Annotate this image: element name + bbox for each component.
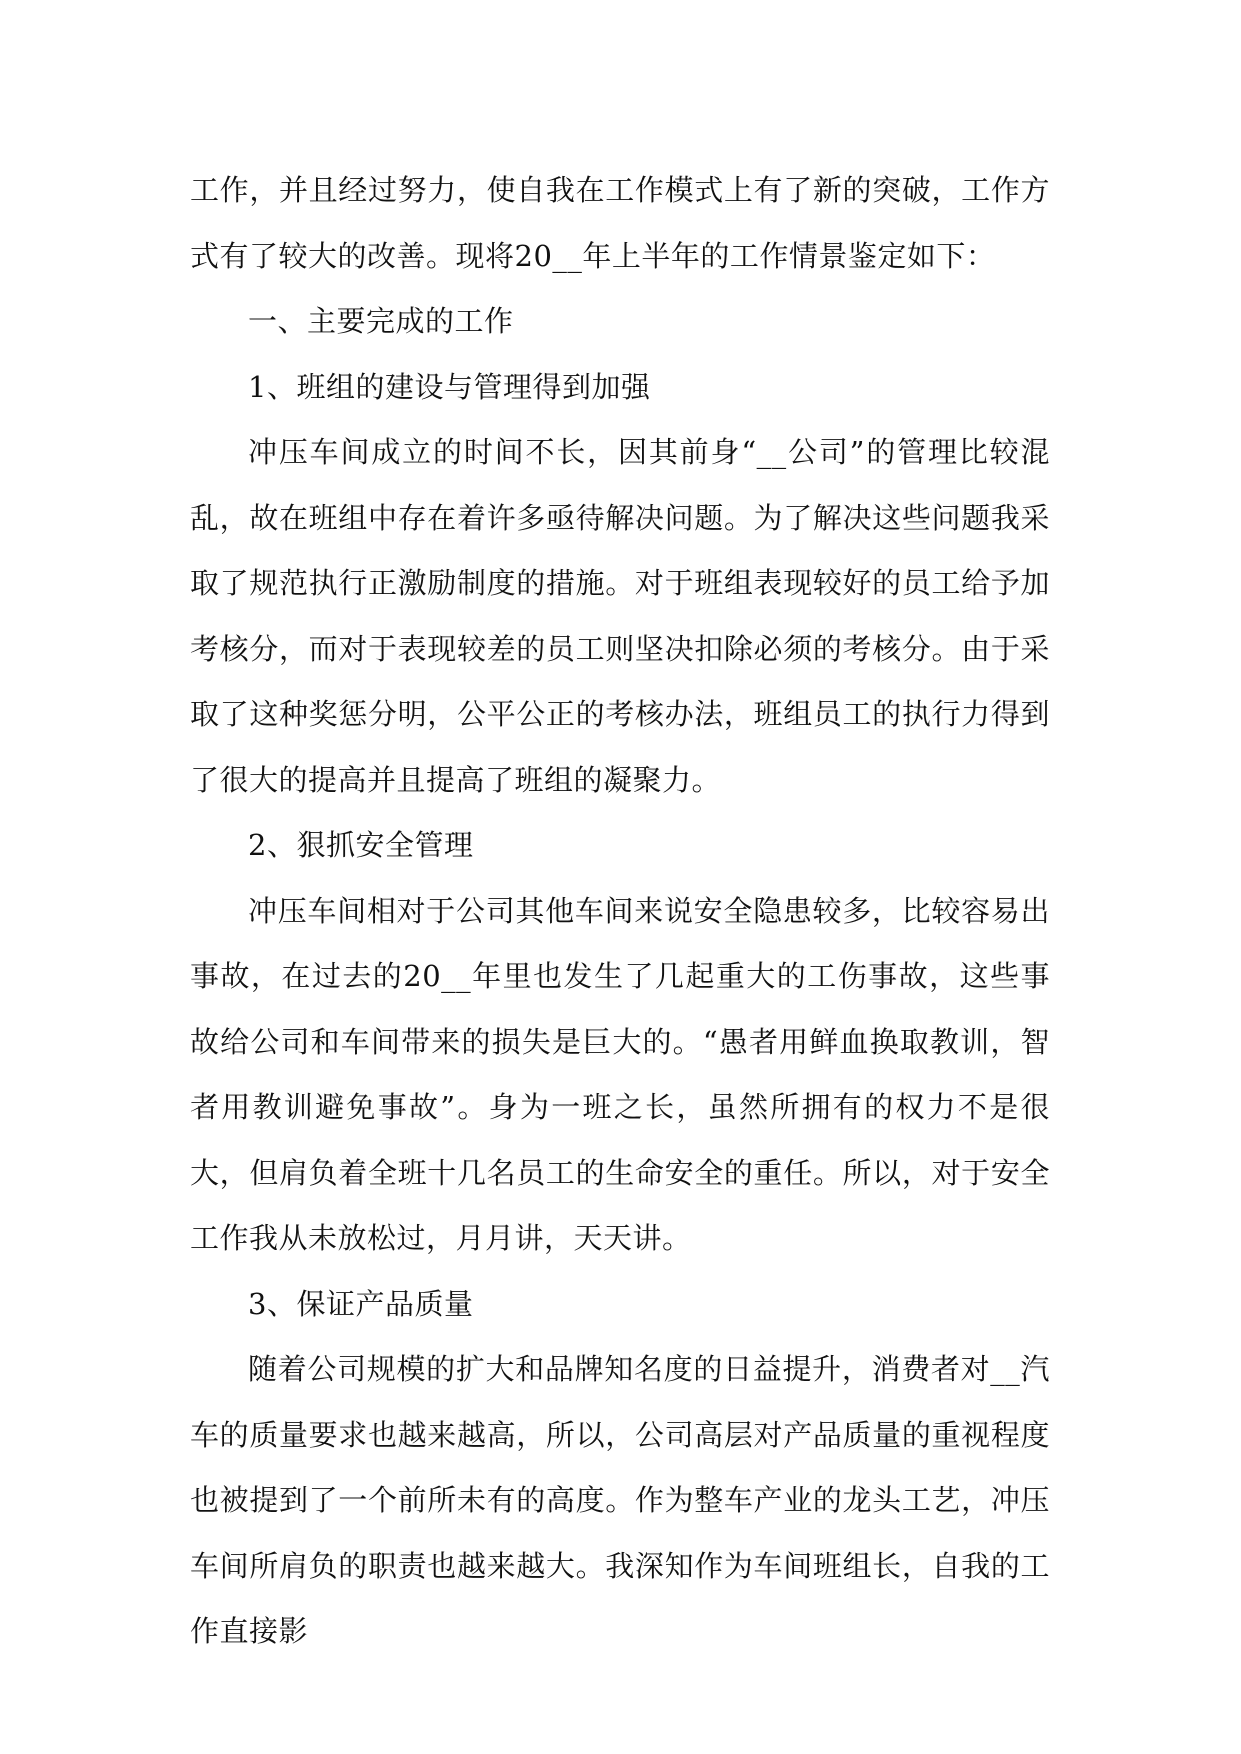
- paragraph-product-quality: 随着公司规模的扩大和品牌知名度的日益提升，消费者对__汽车的质量要求也越来越高，所以，公司高层对产品质量的重视程度也被提到了一个前所未有的高度。作为整车产业的龙头工艺，冲压车间所肩负的职责也越来越大。我深知作为车间班组长，自我的工作直接影: [190, 1352, 1050, 1648]
- paragraph-team-building: 冲压车间成立的时间不长，因其前身“__公司”的管理比较混乱，故在班组中存在着许多亟待解决问题。为了解决这些问题我采取了规范执行正激励制度的措施。对于班组表现较好的员工给予加考核分，而对于表现较差的员工则坚决扣除必须的考核分。由于采取了这种奖惩分明，公平公正的考核办法，班组员工的执行力得到了很大的提高并且提高了班组的凝聚力。: [190, 435, 1050, 797]
- section-heading-main-work: 一、主要完成的工作: [248, 304, 514, 338]
- subheading-product-quality: 3、保证产品质量: [248, 1286, 474, 1321]
- paragraph-continuation: 工作，并且经过努力，使自我在工作模式上有了新的突破，工作方式有了较大的改善。现将20__年上半年的工作情景鉴定如下：: [190, 173, 1050, 273]
- paragraph-safety-management: 冲压车间相对于公司其他车间来说安全隐患较多，比较容易出事故，在过去的20__年里也发生了几起重大的工伤事故，这些事故给公司和车间带来的损失是巨大的。“愚者用鲜血换取教训，智者用教训避免事故”。身为一班之长，虽然所拥有的权力不是很大，但肩负着全班十几名员工的生命安全的重任。所以，对于安全工作我从未放松过，月月讲，天天讲。: [190, 893, 1050, 1255]
- subheading-team-building: 1、班组的建设与管理得到加强: [248, 369, 651, 404]
- document-body: [190, 158, 1050, 1665]
- subheading-safety-management: 2、狠抓安全管理: [248, 828, 474, 862]
